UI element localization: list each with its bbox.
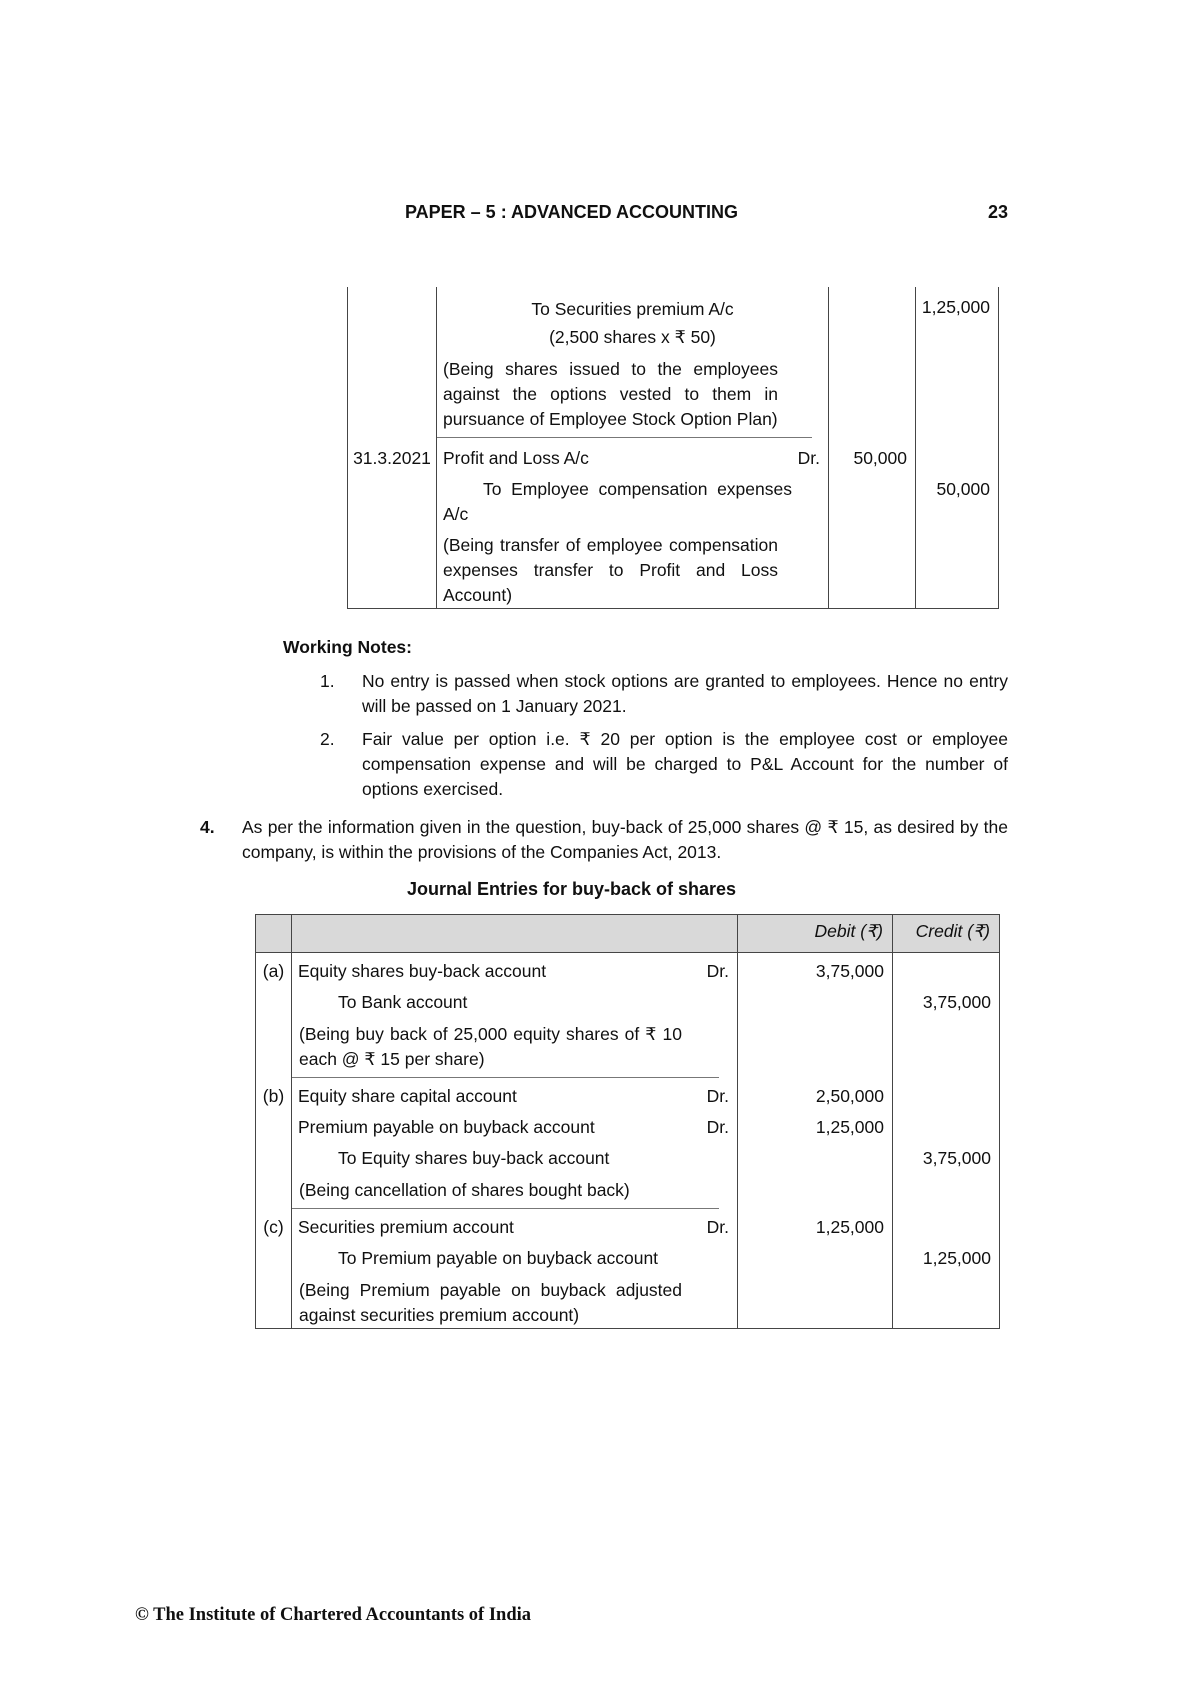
entry-label: (c) [256,1209,292,1329]
particulars-cell [437,438,829,471]
debit-amount-cell [738,1140,893,1171]
narration-text: (Being transfer of employee compensation expenses transfer to Profit and Loss Account) [443,535,778,605]
credit-amount-cell [893,953,1000,985]
particulars-cell [292,1171,738,1209]
credit-amount-cell [893,1078,1000,1109]
entry-label: (b) [256,1078,292,1209]
debit-amount-cell: 50,000 [829,438,916,471]
table-row [256,1240,1000,1271]
credit-entry-block [437,287,828,351]
credit-amount-cell [893,1171,1000,1209]
page-content [135,0,1008,1329]
table-row [256,1015,1000,1078]
debit-amount-cell: 1,25,000 [738,1209,893,1240]
debit-account: Securities premium account [298,1217,514,1237]
particulars-cell [292,984,738,1015]
debit-amount-cell [829,471,916,527]
table-row [348,351,999,438]
debit-amount-cell [829,527,916,609]
particulars-cell [292,953,738,985]
credit-amount-cell [893,1271,1000,1329]
table-row [348,438,999,471]
debit-amount-cell [738,1171,893,1209]
working-notes-list [320,669,1008,802]
credit-amount-cell: 3,75,000 [893,984,1000,1015]
dr-indicator: Dr. [706,961,729,981]
particulars-cell [292,1209,738,1240]
credit-account-line: To Equity shares buy-back account [338,1148,610,1168]
credit-amount-cell: 3,75,000 [893,1140,1000,1171]
debit-amount-cell [738,1015,893,1078]
particulars-cell [292,1109,738,1140]
table-row [348,471,999,527]
debit-amount-cell: 3,75,000 [738,953,893,985]
note-text: No entry is passed when stock options are granted to employees. Hence no entry will be passed on 1 January 2021. [362,671,1008,716]
header-particulars-cell [292,915,738,953]
dr-indicator: Dr. [706,1117,729,1137]
credit-amount-cell [893,1209,1000,1240]
debit-account: Equity share capital account [298,1086,517,1106]
table-row [348,287,999,351]
entry-label: (a) [256,953,292,1079]
debit-account: Premium payable on buyback account [298,1117,595,1137]
page-number: 23 [987,202,1008,222]
copyright-footer: © The Institute of Chartered Accountants of India [135,1605,532,1625]
empty-date-cell [348,287,437,351]
table-header-row [256,915,1000,953]
credit-amount-cell [893,1015,1000,1078]
note-number: 1. [320,671,335,691]
table-row [256,1109,1000,1140]
table-row [256,953,1000,985]
table-row [256,1209,1000,1240]
table-row [256,1171,1000,1209]
debit-entry-line [437,438,828,471]
table-row [256,1271,1000,1329]
empty-date-cell [348,351,437,438]
narration-text: (Being buy back of 25,000 equity shares of ₹ 10 each @ ₹ 15 per share) [299,1024,682,1069]
debit-account: Equity shares buy-back account [298,961,547,981]
particulars-cell [292,1015,738,1078]
point-text: As per the information given in the question, buy-back of 25,000 shares @ ₹ 15, as desired by the company, is within the provisions of the Companies Act, 2013. [242,817,1008,862]
dr-indicator: Dr. [797,448,820,468]
debit-amount-cell [738,1271,893,1329]
debit-amount-cell [829,351,916,438]
table-row [256,1078,1000,1109]
debit-account: Profit and Loss A/c [443,448,589,468]
credit-amount-cell [916,351,999,438]
credit-amount-cell [916,527,999,609]
particulars-cell [437,471,829,527]
list-item [320,669,1008,719]
particulars-cell [292,1271,738,1329]
particulars-cell [292,1078,738,1109]
particulars-cell [437,287,829,351]
particulars-cell [292,1140,738,1171]
table-row [348,527,999,609]
note-number: 2. [320,729,335,749]
debit-amount-cell: 1,25,000 [738,1109,893,1140]
debit-amount-cell: 2,50,000 [738,1078,893,1109]
buyback-journal-table [255,914,1000,1329]
esop-journal-table [347,287,999,609]
credit-account-line: To Bank account [338,992,468,1012]
credit-amount-cell: 1,25,000 [893,1240,1000,1271]
narration-text: (Being shares issued to the employees against the options vested to them in pursuance of Employee Stock Option Plan) [443,359,778,429]
particulars-cell [437,527,829,609]
credit-column-header: Credit (₹) [893,915,1000,953]
working-notes-heading: Working Notes: [283,637,412,657]
note-text: Fair value per option i.e. ₹ 20 per option is the employee cost or employee compensation expense and will be charged to P&L Account for the number of options exercised. [362,729,1008,799]
debit-entry-line [292,1109,737,1140]
entry-date: 31.3.2021 [348,438,437,609]
point-number: 4. [200,817,215,837]
debit-entry-line [292,953,737,984]
table-row [256,1140,1000,1171]
credit-account-line: To Employee compensation expenses A/c [443,479,792,524]
credit-account-line: To Premium payable on buyback account [338,1248,659,1268]
particulars-cell [292,1240,738,1271]
credit-amount-cell: 50,000 [916,471,999,527]
table-row [256,984,1000,1015]
dr-indicator: Dr. [706,1217,729,1237]
journal-title: Journal Entries for buy-back of shares [406,879,737,899]
credit-account-line: To Securities premium A/c [531,299,734,319]
page-header [135,200,1008,225]
question-point-4 [200,815,1008,865]
debit-amount-cell [738,1240,893,1271]
credit-amount-cell: 1,25,000 [916,287,999,351]
debit-amount-cell [738,984,893,1015]
list-item [320,727,1008,802]
page-title: PAPER – 5 : ADVANCED ACCOUNTING [404,202,739,222]
debit-column-header: Debit (₹) [738,915,893,953]
debit-entry-line [292,1078,737,1109]
debit-entry-line [292,1209,737,1240]
credit-account-calc: (2,500 shares x ₹ 50) [549,327,716,347]
header-label-cell [256,915,292,953]
debit-amount-cell [829,287,916,351]
dr-indicator: Dr. [706,1086,729,1106]
narration-text: (Being cancellation of shares bought back) [299,1180,630,1200]
narration-text: (Being Premium payable on buyback adjusted against securities premium account) [299,1280,682,1325]
credit-amount-cell [893,1109,1000,1140]
particulars-cell [437,351,829,438]
credit-amount-cell [916,438,999,471]
